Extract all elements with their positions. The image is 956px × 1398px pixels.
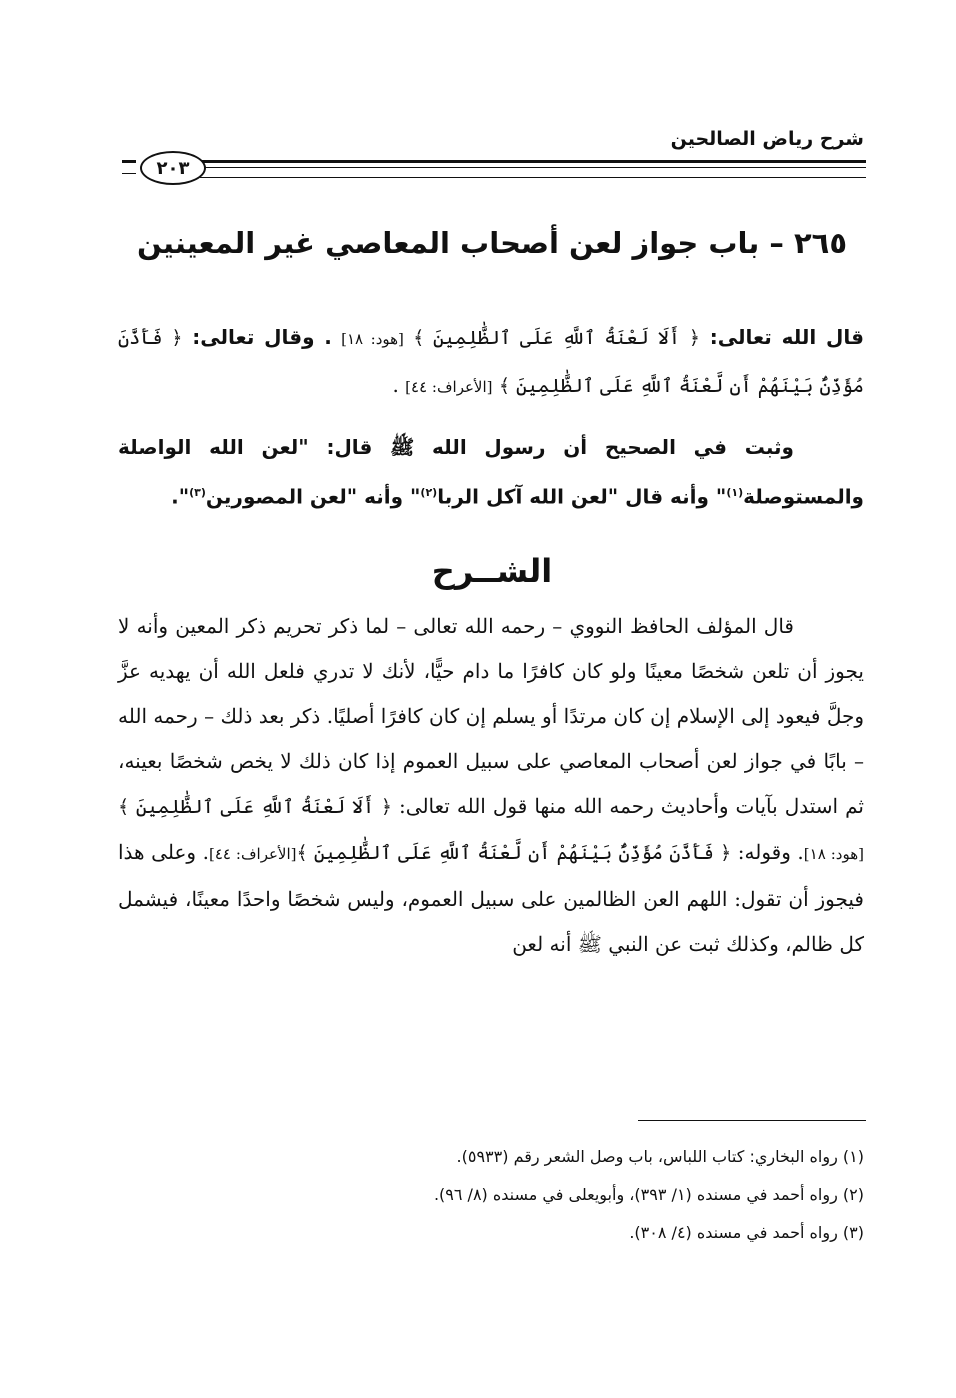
verse-reference: [هود: ١٨]: [803, 845, 864, 863]
quran-verse: ﴿ فَأَذَّنَ مُؤَذِّنٌۢ بَيْنَهُمْ أَن لَّعْنَةُ ٱللَّهِ عَلَى ٱلظَّٰلِمِينَ ﴾: [118, 327, 864, 397]
footnote-separator: [638, 1120, 866, 1121]
intro-paragraph-2: [118, 424, 864, 520]
sharh-heading: الشــرح: [431, 552, 553, 590]
running-book-title: شرح رياض الصالحين: [670, 128, 864, 150]
double-rule-lines: [200, 160, 866, 178]
intro-text: . وقال تعالى:: [182, 325, 332, 349]
quran-verse: ﴿ أَلَا لَعْنَةُ ٱللَّهِ عَلَى ٱلظَّٰلِمِينَ ﴾: [118, 796, 393, 818]
verse-reference: [الأعراف: ٤٤]: [208, 845, 297, 863]
footnote-marker: (١): [726, 486, 744, 499]
header-rule: [122, 150, 866, 184]
commentary-text: . وقوله:: [731, 840, 804, 864]
commentary-text: . وعلى هذا فيجوز أن تقول: اللهم العن الظالمين على سبيل العموم، وليس شخصًا واحدًا معينًا، فيشمل كل ظالم، وكذلك ثبت عن النبي ﷺ أنه لعن: [118, 840, 864, 956]
footnote-marker: (٣): [189, 486, 206, 499]
rule-stub: [122, 160, 136, 174]
intro-text: .: [392, 373, 399, 397]
footnote-marker: (٢): [420, 486, 438, 499]
hadith-text: ".: [171, 484, 190, 509]
verse-reference: [الأعراف: ٤٤]: [405, 378, 493, 396]
verse-reference: [هود: ١٨]: [341, 330, 404, 348]
page-number-badge: [140, 151, 206, 185]
chapter-title: ٢٦٥ – باب جواز لعن أصحاب المعاصي غير المعينين: [136, 226, 848, 260]
hadith-text: " وأنه قال "لعن الله آكل الربا: [437, 484, 727, 509]
quran-verse: ﴿ فَأَذَّنَ مُؤَذِّنٌۢ بَيْنَهُمْ أَن لَّعْنَةُ ٱللَّهِ عَلَى ٱلظَّٰلِمِينَ ﴾: [296, 842, 732, 864]
intro-text: قال الله تعالى:: [699, 325, 864, 349]
footnote-2: (٢) رواه أحمد في مسنده (١/ ٣٩٣)، وأبويعلى في مسنده (٨/ ٩٦).: [433, 1185, 864, 1204]
footnote-3: (٣) رواه أحمد في مسنده (٤/ ٣٠٨).: [629, 1223, 864, 1242]
footnotes: [300, 1138, 864, 1252]
quran-verse: ﴿ أَلَا لَعْنَةُ ٱللَّهِ عَلَى ٱلظَّٰلِمِينَ ﴾: [413, 327, 700, 349]
intro-paragraph-1: [118, 314, 864, 410]
sharh-paragraph: [118, 604, 864, 967]
commentary-text: قال المؤلف الحافظ النووي – رحمه الله تعالى – لما ذكر تحريم ذكر المعين وأنه لا يجوز أن تلعن شخصًا معينًا ولو كان كافرًا ما دام حيًّا، لأنك لا تدري فلعل الله أن يهديه عزَّ وجلَّ فيعود إلى الإسلام إن كان مرتدًا أو يسلم إن كان كافرًا أصليًا. ذكر بعد ذلك – رحمه الله – بابًا في جواز لعن أصحاب المعاصي على سبيل العموم إذا كان ذلك لا يخص شخصًا بعينه، ثم استدل بآيات وأحاديث رحمه الله منها قول الله تعالى:: [118, 614, 864, 818]
hadith-text: وثبت في الصحيح أن رسول الله ﷺ قال: "لعن الله الواصلة والمستوصلة: [118, 435, 864, 509]
hadith-text: " وأنه "لعن المصورين: [205, 484, 421, 509]
footnote-1: (١) رواه البخاري: كتاب اللباس، باب وصل الشعر رقم (٥٩٣٣).: [456, 1147, 864, 1166]
page-number: ٢٠٣: [156, 157, 190, 179]
